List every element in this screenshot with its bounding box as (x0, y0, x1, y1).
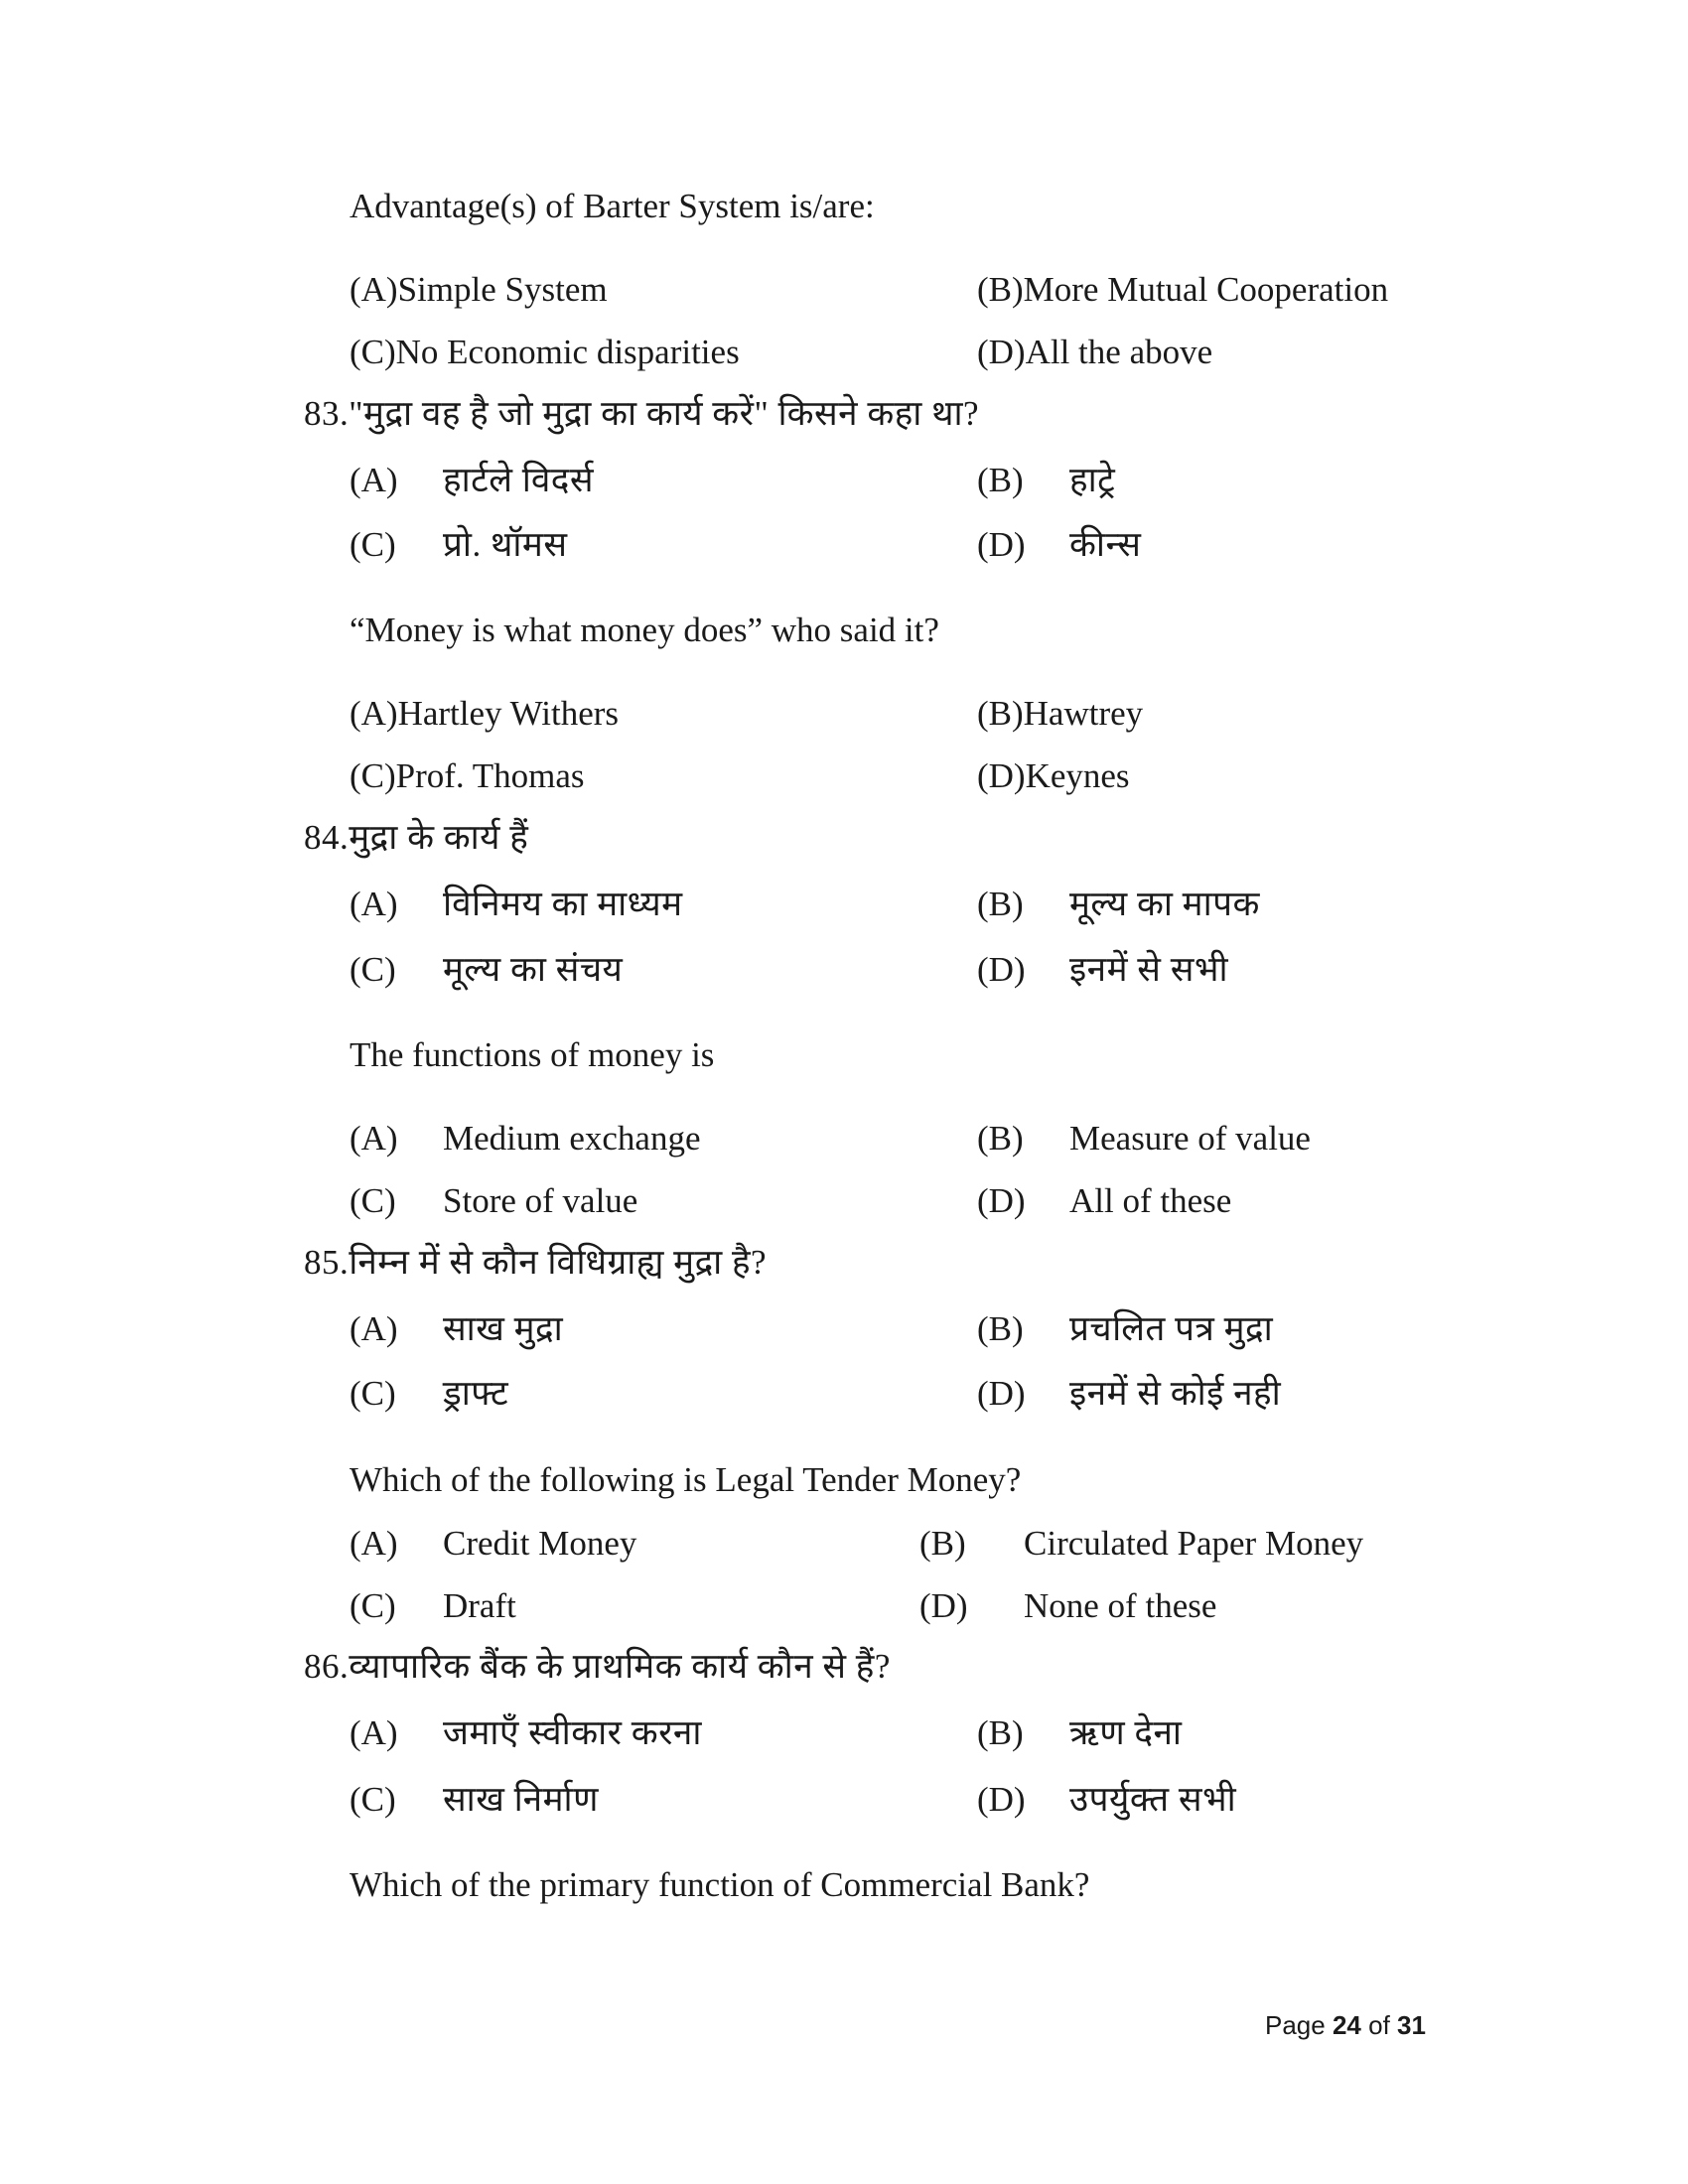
q82-english-question: Advantage(s) of Barter System is/are: (350, 187, 875, 225)
q85-hindi-question: 85.निम्न में से कौन विधिग्राह्य मुद्रा है? (304, 1243, 768, 1282)
q86-english-question: Which of the primary function of Commercial Bank? (350, 1865, 1090, 1904)
q85-english-question: Which of the following is Legal Tender Money? (350, 1460, 1022, 1499)
q85-en-option-c-label: (C) (350, 1586, 396, 1625)
q85-en-option-b-text: Circulated Paper Money (1024, 1524, 1364, 1563)
q84-hi-option-b-text: मूल्य का मापक (1069, 885, 1260, 923)
q86-hi-option-b-text: ऋण देना (1069, 1713, 1183, 1752)
q85-hi-option-d-text: इनमें से कोई नही (1069, 1374, 1282, 1413)
q83-english-question: “Money is what money does” who said it? (350, 611, 939, 649)
q84-en-option-b-label: (B) (977, 1119, 1024, 1158)
page-of: of (1368, 2010, 1390, 2040)
q83-hi-option-c-label: (C) (350, 525, 396, 564)
q86-hi-option-d-label: (D) (977, 1780, 1026, 1819)
q86-hi-option-d-text: उपर्युक्त सभी (1069, 1780, 1237, 1819)
q84-en-option-d-text: All of these (1069, 1181, 1232, 1220)
q84-hi-option-a-text: विनिमय का माध्यम (443, 885, 683, 923)
q84-en-option-d-label: (D) (977, 1181, 1026, 1220)
q82-en-option-a: (A)Simple System (350, 270, 608, 309)
q85-en-option-b-label: (B) (919, 1524, 966, 1563)
q83-hi-option-a-text: हार्टले विदर्स (443, 461, 595, 499)
q85-hi-option-b-label: (B) (977, 1309, 1024, 1348)
q86-hi-option-c-text: साख निर्माण (443, 1780, 599, 1819)
q85-hi-option-d-label: (D) (977, 1374, 1026, 1413)
q82-en-option-d: (D)All the above (977, 333, 1213, 371)
q84-hi-option-c-label: (C) (350, 950, 396, 989)
q84-hi-option-b-label: (B) (977, 885, 1024, 923)
q84-hindi-question: 84.मुद्रा के कार्य हैं (304, 818, 529, 857)
q83-hi-option-c-text: प्रो. थॉमस (443, 525, 568, 564)
q85-en-option-a-label: (A) (350, 1524, 398, 1563)
q82-en-option-b: (B)More Mutual Cooperation (977, 270, 1389, 309)
q86-hi-option-a-label: (A) (350, 1713, 398, 1752)
q85-hi-option-c-label: (C) (350, 1374, 396, 1413)
q83-en-option-b: (B)Hawtrey (977, 694, 1144, 733)
q83-en-option-d: (D)Keynes (977, 756, 1130, 795)
q84-en-option-c-text: Store of value (443, 1181, 638, 1220)
q84-en-option-b-text: Measure of value (1069, 1119, 1311, 1158)
q83-hi-option-d-label: (D) (977, 525, 1026, 564)
q85-en-option-d-text: None of these (1024, 1586, 1217, 1625)
q84-hi-option-a-label: (A) (350, 885, 398, 923)
q82-en-option-c: (C)No Economic disparities (350, 333, 740, 371)
q85-en-option-c-text: Draft (443, 1586, 516, 1625)
page-total: 31 (1397, 2010, 1426, 2040)
q85-hi-option-a-label: (A) (350, 1309, 398, 1348)
q84-english-question: The functions of money is (350, 1035, 715, 1074)
q83-hi-option-b-label: (B) (977, 461, 1024, 499)
q85-hi-option-a-text: साख मुद्रा (443, 1309, 564, 1348)
q86-hindi-question: 86.व्यापारिक बैंक के प्राथमिक कार्य कौन से हैं? (304, 1647, 891, 1686)
q84-en-option-a-text: Medium exchange (443, 1119, 701, 1158)
q83-en-option-a: (A)Hartley Withers (350, 694, 620, 733)
q84-en-option-a-label: (A) (350, 1119, 398, 1158)
q85-en-option-d-label: (D) (919, 1586, 968, 1625)
q86-hi-option-c-label: (C) (350, 1780, 396, 1819)
q86-hi-option-a-text: जमाएँ स्वीकार करना (443, 1713, 702, 1752)
q85-en-option-a-text: Credit Money (443, 1524, 637, 1563)
q85-hi-option-b-text: प्रचलित पत्र मुद्रा (1069, 1309, 1274, 1348)
page-number (1265, 2008, 1426, 2042)
q84-hi-option-d-label: (D) (977, 950, 1026, 989)
q84-hi-option-d-text: इनमें से सभी (1069, 950, 1229, 989)
q83-en-option-c: (C)Prof. Thomas (350, 756, 585, 795)
q85-hi-option-c-text: ड्राफ्ट (443, 1374, 509, 1413)
q83-hi-option-a-label: (A) (350, 461, 398, 499)
q83-hi-option-b-text: हाट्रे (1069, 461, 1116, 499)
page-prefix: Page (1265, 2010, 1326, 2040)
q83-hi-option-d-text: कीन्स (1069, 525, 1142, 564)
q86-hi-option-b-label: (B) (977, 1713, 1024, 1752)
q84-en-option-c-label: (C) (350, 1181, 396, 1220)
q83-hindi-question: 83."मुद्रा वह है जो मुद्रा का कार्य करें" किसने कहा था? (304, 394, 980, 433)
q84-hi-option-c-text: मूल्य का संचय (443, 950, 624, 989)
page-current: 24 (1332, 2010, 1361, 2040)
